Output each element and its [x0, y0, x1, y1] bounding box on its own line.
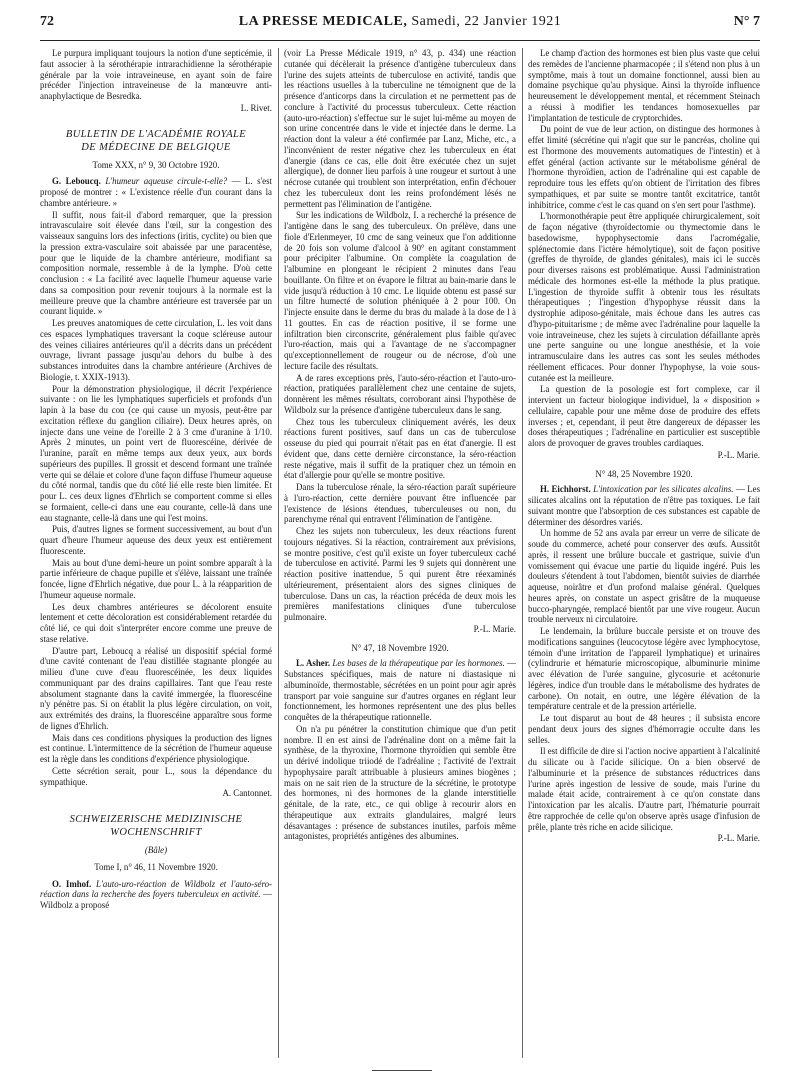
section-city: (Bâle): [144, 845, 168, 855]
article-intro: — Substances spécifiques, mais de nature ni diastasique ni albuminoïde, thermostable, sécrétées en un point pour agir après transport par voie sanguine sur d'autres organes en réglant leur fonctionnement, les hormones représentent une des plus belles conquêtes de la thérapeutique rationnelle.: [284, 658, 516, 722]
article-lead: [40, 879, 272, 911]
section-heading-line: WOCHENSCHRIFT: [110, 827, 202, 838]
article-lead: [284, 658, 516, 723]
issue-number: N° 7: [733, 14, 760, 29]
column-3: [528, 48, 760, 1058]
issue-heading: N° 47, 18 Novembre 1920.: [351, 642, 449, 653]
paragraph: Le purpura impliquant toujours la notion d'une septicémie, il faut associer à la sérothérapie intrarachidienne la sérothérapie générale par la voie intraveineuse, en ayant soin de faire précéder l'injection intraveineuse de la manœuvre anti-anaphylactique de Besredka.: [40, 48, 272, 101]
signature: P.-L. Marie.: [473, 623, 516, 634]
article-intro: — Wildbolz a proposé: [40, 889, 272, 910]
paragraph: (voir La Presse Médicale 1919, n° 43, p. 434) une réaction cutanée qui décèlerait la présence d'antigène tuberculeux dans l'urine des sujets atteints de tuberculose en activité, tandis que les réactions usuelles à la tuberculine ne témoignent que de la présence d'anticorps dans la circulation et ne permettent pas de conclure à l'activité du processus tuberculeux. Cette réaction (auto-uro-réaction) s'effectue sur le sujet lui-même au moyen de son urine concentrée dans le vide et injectée dans le derme. La réaction dont la valeur a été confirmée par Lanz, Miche, etc., a l'inconvénient de rester négative chez les tuberculeux en état d'anergie (dans ce cas, elle doit être exécutée chez un sujet allergique), de donner lieu parfois à une rougeur et surtout à une nécrose cutanée qui troublent son interprétation, enfin d'échouer chez les tuberculeux dont les reins profondément lésés ne permettent pas l'élimination de l'antigène.: [284, 48, 516, 209]
paragraph: Les deux chambres antérieures se décolorent ensuite lentement et cette décoloration est considérablement retardée du côté lié, ce qui doit s'interpréter encore comme une preuve de stase relative.: [40, 601, 272, 644]
paragraph: Du point de vue de leur action, on distingue des hormones à effet limité (sécrétine qui n'agit que sur le pancréas, choline qui est l'hormone des mouvements automatiques de l'intestin) et à effet général (action activante sur le métabolisme général de l'hormone thyroïdien, action de l'adrénaline qui est capable de reproduire tous les effets qu'on obtient de l'irritation des fibres sympathiques, et par suite se montre tantôt excitatrice, tantôt inhibitrice, comme c'est le cas quand on s'en sert pour l'asthme).: [528, 124, 760, 210]
paragraph: Puis, d'autres lignes se forment successivement, au bout d'un quart d'heure l'humeur aqueuse des deux yeux est entièrement fluorescente.: [40, 524, 272, 556]
paragraph: Le lendemain, la brûlure buccale persiste et on trouve des modifications sanguines (leucocytose légère avec lymphocytose, témoin d'une irritation de l'appareil lymphatique) et urinaires (cylindrurie et hématurie microscopique, albuminurie minime avec élévation de l'urée sanguine, glycosurie et acétonurie légères, indice d'un trouble dans le métabolisme des hydrates de carbone). On notait, en outre, une légère élévation de la température centrale et de la pression artérielle.: [528, 626, 760, 712]
section-heading-line: SCHWEIZERISCHE MEDIZINISCHE: [69, 814, 243, 825]
paragraph: On n'a pu pénétrer la constitution chimique que d'un petit nombre. Il en est ainsi de l'adrénaline dont on a même fait la synthèse, de la thyroxine, l'hormone thyroïdien qui semble être un dérivé indolique triiodé de l'adréaline ; l'activité de l'extrait hypophysaire paraît attribuable à plusieurs amines biogènes ; mais on ne sait rien de la structure de la sécrétine, le prototype des hormones, ni des hormones de la glande interstitielle génitale, de la rate, etc., ce qui oblige à recourir alors en thérapeutique aux extraits glandulaires, malgré leurs désavantages : présence de substances inutiles, parfois même antagonistes, propriétés antigènes des albumines.: [284, 723, 516, 842]
issue-date: Samedi, 22 Janvier 1921: [411, 14, 562, 29]
paragraph: L'hormonothérapie peut être appliquée chirurgicalement, soit de façon négative (thyroïdectomie ou thymectomie dans le basedowisme, hypophysectomie dans l'acromégalie, splénectomie dans l'ictère hémolytique), soit de façon positive (greffes de thyroïde, de glandes génitales), mais ici le succès pour diverses raisons est problématique. Aussi l'administration médicale des hormones est-elle la méthode la plus pratique. L'ingestion de thyroïde suffit à obtenir tous les résultats thérapeutiques ; l'ingestion d'hypophyse réussit dans la dystrophie adiposo-génitale, mais échoue dans les autres cas d'hypo-pituitarisme ; de même avec l'adrénaline pour laquelle la voie intraveineuse, chez les sujets à circulation défaillante après une perte sanguine ou une longue anesthésie, et la voie intramusculaire dans les autres cas sont les seules méthodes réellement efficaces. Pour donner l'hypophyse, la voie sous-cutanée est la meilleure.: [528, 211, 760, 383]
running-title: [40, 14, 760, 30]
article-author: G. Leboucq.: [52, 176, 101, 187]
paragraph: Un homme de 52 ans avala par erreur un verre de silicate de soude du commerce, acheté pour conserver des œufs. Aussitôt après, il ressent une brûlure buccale et gastrique, suivie d'un vomissement qui évacue une partie du liquide ingéré. Puis les douleurs s'étendent à tout l'abdomen, bientôt suivies de diarrhée aqueuse, noirâtre et d'un profond malaise général. Quelques heures après, on constate un aspect grisâtre de la muqueuse bucco-pharyngée, remplacé bientôt par une vive rougeur. Aucun trouble nerveux ni circulatoire.: [528, 528, 760, 625]
article-title: L'humeur aqueuse circule-t-elle?: [105, 176, 228, 187]
paragraph: Cette sécrétion serait, pour L., sous la dépendance du sympathique.: [40, 765, 272, 787]
article-title: L'intoxication par les silicates alcalins.: [593, 484, 734, 495]
paragraph: Chez les sujets non tuberculeux, les deux réactions furent toujours négatives. Si la réaction, contrairement aux prévisions, se montre positive, c'est qu'il existe un foyer tuberculeux caché de tuberculose en activité. Parmi les 9 sujets qui donnèrent une réaction positive inattendue, 5 qui purent être réexaminés ultérieurement, présentaient alors des signes cliniques de tuberculose. Dans un cas, la réaction précéda de deux mois les premières manifestations cliniques d'une tuberculose pulmonaire.: [284, 526, 516, 622]
paragraph: Le tout disparut au bout de 48 heures ; il subsista encore pendant deux jours des signes d'hémorragie occulte dans les selles.: [528, 713, 760, 745]
paragraph: Mais au bout d'une demi-heure un point sombre apparaît à la partie inférieure de chaque pupille et s'élève, laissant une traînée foncée, ligne d'Ehrlich négative, due pour L. à la réapparition de l'humeur aqueuse normale.: [40, 557, 272, 600]
article-author: L. Asher.: [296, 658, 331, 669]
signature: P.-L. Marie.: [717, 833, 760, 844]
signature: P.-L. Marie.: [717, 449, 760, 460]
footer-rule: [372, 1070, 432, 1071]
paragraph: A de rares exceptions près, l'auto-séro-réaction et l'auto-uro-réaction, pratiquées parallèlement chez une centaine de sujets, donnèrent les mêmes résultats, corroborant ainsi l'hypothèse de Wildbolz sur la présence d'antigène tuberculeux dans le sang.: [284, 372, 516, 415]
section-subheading: Tome I, n° 46, 11 Novembre 1920.: [94, 861, 218, 872]
journal-name: LA PRESSE MEDICALE,: [238, 14, 408, 29]
article-lead: [40, 176, 272, 208]
article-title: L'auto-uro-réaction de Wildbolz et l'auto-séro-réaction dans la recherche des foyers tuberculeux en activité.: [40, 878, 272, 900]
column-2: [284, 48, 516, 1058]
page-number: 72: [40, 14, 54, 29]
article-intro: — Les silicates alcalins ont la réputation de n'être pas toxiques. Le fait suivant montre que l'absorption de ces substances est capable de déterminer des désordres variés.: [528, 484, 760, 527]
paragraph: Dans la tuberculose rénale, la séro-réaction paraît supérieure à l'uro-réaction, cette dernière pouvant être influencée par l'existence de lésions étendues, tuberculeuses ou non, du parenchyme rénal qui entravent l'élimination de l'antigène.: [284, 482, 516, 525]
article-author: H. Eichhorst.: [540, 484, 591, 495]
article-author: O. Imhof.: [52, 878, 92, 889]
section-heading-line: BULLETIN DE L'ACADÉMIE ROYALE: [65, 128, 247, 140]
section-subheading: Tome XXX, n° 9, 30 Octobre 1920.: [92, 159, 220, 170]
signature: A. Cantonnet.: [222, 788, 272, 799]
article-columns: [40, 48, 760, 1058]
article-lead: [528, 484, 760, 527]
paragraph: Il suffit, nous fait-il d'abord remarquer, que la pression intravasculaire soit élevée dans l'œil, sur la congestion des vaisseaux sanguins lors des infections (iritis, cyclite) ou bien que la pression extra-vasculaire soit abaissée par une paracentèse, pour que le liquide de la chambre antérieure, modifiant sa composition normale, ressemble à de la lymphe. D'où cette conclusion : « La facilité avec laquelle l'humeur aqueuse varie dans sa composition pour revenir toujours à la normale est la meilleure preuve que la chambre antérieure est traversée par un courant liquide. »: [40, 209, 272, 317]
paragraph: Le champ d'action des hormones est bien plus vaste que celui des remèdes de l'ancienne pharmacopée ; il s'étend non plus à un symptôme, mais à tout un domaine fonctionnel, aussi bien au domaine psychique qu'au physique. Ainsi la thyroïde influence heureusement le développement mental, et récemment Steinach a réussi à modifier les tendances homosexuelles par l'implantation de testicule de cryptorchides.: [528, 48, 760, 123]
section-heading-line: DE MÉDECINE DE BELGIQUE: [81, 141, 231, 153]
paragraph: Chez tous les tuberculeux cliniquement avérés, les deux réactions furent positives, sauf dans un cas de tuberculose osseuse du pied qui pourrait n'était pas en état d'anergie. Il est évident que, dans cette dernière circonstance, la séro-réaction reste négative, mais il suffit de la pratiquer chez un témoin en état d'allergie pour qu'elle se montre positive.: [284, 416, 516, 481]
page-header: [40, 14, 760, 36]
paragraph: Les preuves anatomiques de cette circulation, L. les voit dans ces espaces lymphatiques traversant la coque scléreuse autour des veines ciliaires antérieures qu'il a décrits dans un précédent ouvrage, livrant passage jusqu'au dehors du bulbe à des substances introduites dans la chambre antérieure (Archives de Biologie, t. XXIX-1913).: [40, 318, 272, 382]
paragraph: Pour la démonstration physiologique, il décrit l'expérience suivante : on lie les lymphatiques superficiels et profonds d'un lapin à la base du cou (ce qui cause un myosis, peut-être par excitation réflexe du ganglion ciliaire). Deux heures après, on injecte dans une veine de l'oreille 2 à 3 cme d'uranine à 1/10. Après 2 minutes, un point vert de fluorescéine, dérivée de l'uranine, paraît en même temps aux deux yeux, aux bords supérieurs des pupilles. Il grossit et descend formant une traînée verte qui se délaie et colore d'une façon diffuse l'humeur aqueuse du côté normal, tandis que du côté lié elle reste bien limitée. Et pour L. ces deux lignes d'Ehrlich se comportent comme si elles se formaient, celle-ci dans une eau courante, celle-là dans une eau stagnante, celle-là dans une qui l'est moins.: [40, 383, 272, 523]
article-title: Les bases de la thérapeutique par les hormones.: [332, 658, 505, 669]
paragraph: La question de la posologie est fort complexe, car il intervient un facteur biologique individuel, la « disposition » cellulaire, capable pour une même dose de produire des effets inverses ; et, cependant, il peut être dangereux de dépasser les doses thérapeutiques ; l'adrénaline en particulier est susceptible alors de provoquer de graves troubles cardiaques.: [528, 384, 760, 448]
section-heading: [40, 128, 272, 154]
article-intro: — L. s'est proposé de montrer : « L'existence réelle d'un courant dans la chambre antérieure. »: [40, 176, 272, 208]
column-1: [40, 48, 272, 1058]
signature: L. Rivet.: [240, 102, 272, 113]
paragraph: D'autre part, Leboucq a réalisé un dispositif spécial formé d'une cavité contenant de l'eau distillée stagnante plongée au milieu d'une cuve d'eau fluorescéinée, les deux liquides communiquant par des drains capillaires. Tant que l'eau reste absolument stagnante dans la cavité immergée, la fluorescéine n'y pénètre pas. Si on établit la plus légère circulation, on voit, aux extrémités des drains, la fluorescéine apparaître sous forme de lignes d'Ehrlich.: [40, 645, 272, 731]
paragraph: Mais dans ces conditions physiques la production des lignes est continue. L'intermittence de la sécrétion de l'humeur aqueuse est la règle dans les conditions d'expérience physiologique.: [40, 732, 272, 764]
header-rule: [40, 40, 760, 41]
issue-heading: N° 48, 25 Novembre 1920.: [595, 468, 693, 479]
section-heading: [40, 813, 272, 839]
paragraph: Sur les indications de Wildbolz, I. a recherché la présence de l'antigène dans le sang des tuberculeux. On prélève, dans une fiole d'Erlenmeyer, 10 cmc de sang veineux que l'on additionne de 20 fois son volume d'alcool à 90° en agitant constamment pour précipiter l'albumine. On complète la coagulation de l'albumine en plongeant le récipient 2 minutes dans l'eau bouillante. On filtre et on évapore le filtrat au bain-marie dans le vide jusqu'à réduction à 10 cmc. Le liquide obtenu est passé sur un filtre humecté de solution phéniquée à 2 pour 100. On l'injecte ensuite dans le derme du bras du malade à la dose de l à 11 gouttes. En cas de réaction positive, il se forme une infiltration bien circonscrite, généralement plus faible qu'avec l'uro-réaction, mais qui a l'avantage de ne s'accompagner qu'exceptionnellement de rougeur ou de nécrose, d'où une lecture facile des résultats.: [284, 210, 516, 371]
paragraph: Il est difficile de dire si l'action nocive appartient à l'alcalinité du silicate ou à l'acide silicique. On a bien observé de l'albuminurie et la présence de substances réductrices dans l'urine après ingestion de lessive de soude, mais l'urine du malade était acide, contrairement à ce qu'on constate dans l'intoxication par les alcalis. D'autre part, l'hématurie pourrait être rapprochée de celle qu'on observe après usage d'infusion de prêle, plante très riche en acide silicique.: [528, 746, 760, 832]
